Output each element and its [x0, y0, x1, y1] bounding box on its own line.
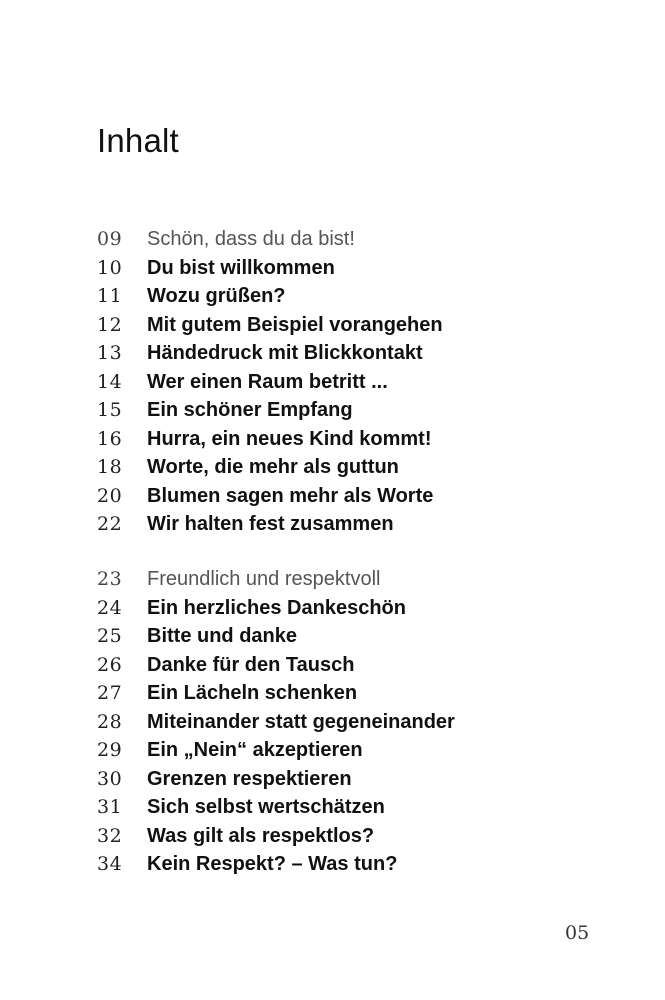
toc-entry-title: Ein herzliches Dankeschön — [147, 596, 406, 619]
toc-entry[interactable] — [97, 425, 617, 454]
toc-entry-title: Ein „Nein“ akzeptieren — [147, 739, 363, 761]
toc-entry[interactable] — [97, 594, 617, 623]
toc-entry[interactable] — [97, 311, 617, 340]
toc-page-number: 32 — [97, 824, 123, 847]
toc-entry[interactable] — [97, 482, 617, 511]
toc-page-number: 34 — [97, 853, 123, 875]
toc-entry[interactable] — [97, 850, 617, 879]
toc-section-heading[interactable] — [97, 565, 617, 594]
toc-page-number: 26 — [97, 653, 123, 676]
toc-entry[interactable] — [97, 765, 617, 794]
toc-entry-title: Mit gutem Beispiel vorangehen — [147, 313, 443, 336]
toc-entry-title: Miteinander statt gegeneinander — [147, 710, 455, 733]
toc-entry[interactable] — [97, 396, 617, 425]
toc-entry[interactable] — [97, 339, 617, 368]
toc-section-heading[interactable] — [97, 225, 617, 254]
toc-entry[interactable] — [97, 282, 617, 311]
toc-entry[interactable] — [97, 368, 617, 397]
toc-entry[interactable] — [97, 708, 617, 737]
toc-page-number: 27 — [97, 682, 123, 704]
toc-heading-title: Freundlich und respektvoll — [147, 568, 381, 590]
toc-page-number: 20 — [97, 484, 123, 507]
toc-entry[interactable] — [97, 736, 617, 765]
toc-page-number: 23 — [97, 568, 123, 590]
toc-page-number: 24 — [97, 596, 123, 619]
toc-entry-title: Ein schöner Empfang — [147, 399, 353, 421]
toc-page-number: 10 — [97, 256, 123, 279]
toc-page-number: 15 — [97, 399, 123, 421]
toc-page-number: 30 — [97, 767, 123, 790]
toc-entry-title: Wir halten fest zusammen — [147, 513, 394, 535]
page-number: 05 — [565, 922, 590, 944]
toc-section-1 — [97, 225, 617, 539]
toc-page-number: 25 — [97, 625, 123, 647]
toc-entry[interactable] — [97, 822, 617, 851]
toc-page-number: 28 — [97, 710, 123, 733]
toc-entry[interactable] — [97, 651, 617, 680]
toc-page-number: 31 — [97, 796, 123, 818]
toc-entry-title: Du bist willkommen — [147, 256, 335, 279]
toc-entry-title: Hurra, ein neues Kind kommt! — [147, 427, 432, 450]
toc-entry-title: Ein Lächeln schenken — [147, 682, 358, 704]
toc-page-number: 11 — [97, 285, 123, 307]
toc-page-number: 16 — [97, 427, 123, 450]
toc-entry-title: Grenzen respektieren — [147, 767, 352, 790]
toc-page-number: 29 — [97, 739, 123, 761]
toc-page-number: 12 — [97, 313, 123, 336]
toc-entry[interactable] — [97, 453, 617, 482]
toc-page-number: 18 — [97, 456, 123, 478]
toc-entry-title: Wozu grüßen? — [147, 285, 286, 307]
toc-heading-title: Schön, dass du da bist! — [147, 228, 355, 250]
page-title: Inhalt — [97, 122, 179, 159]
toc-page-number: 14 — [97, 370, 123, 393]
toc-page-number: 09 — [97, 228, 123, 250]
toc-entry[interactable] — [97, 622, 617, 651]
toc-entry-title: Was gilt als respektlos? — [147, 824, 375, 847]
toc-entry-title: Händedruck mit Blickkontakt — [147, 342, 423, 364]
toc-entry-title: Worte, die mehr als guttun — [147, 456, 399, 478]
toc-section-2 — [97, 565, 617, 879]
toc-page-number: 13 — [97, 342, 123, 364]
toc-entry-title: Wer einen Raum betritt ... — [147, 370, 388, 393]
toc-entry[interactable] — [97, 510, 617, 539]
toc-entry-title: Bitte und danke — [147, 625, 298, 647]
toc-entry[interactable] — [97, 793, 617, 822]
toc-entry-title: Blumen sagen mehr als Worte — [147, 484, 434, 507]
toc-page-number: 22 — [97, 513, 123, 535]
toc-entry[interactable] — [97, 679, 617, 708]
toc-entry-title: Danke für den Tausch — [147, 653, 355, 676]
toc-entry-title: Kein Respekt? – Was tun? — [147, 853, 398, 875]
toc-entry-title: Sich selbst wertschätzen — [147, 796, 385, 818]
toc-entry[interactable] — [97, 254, 617, 283]
